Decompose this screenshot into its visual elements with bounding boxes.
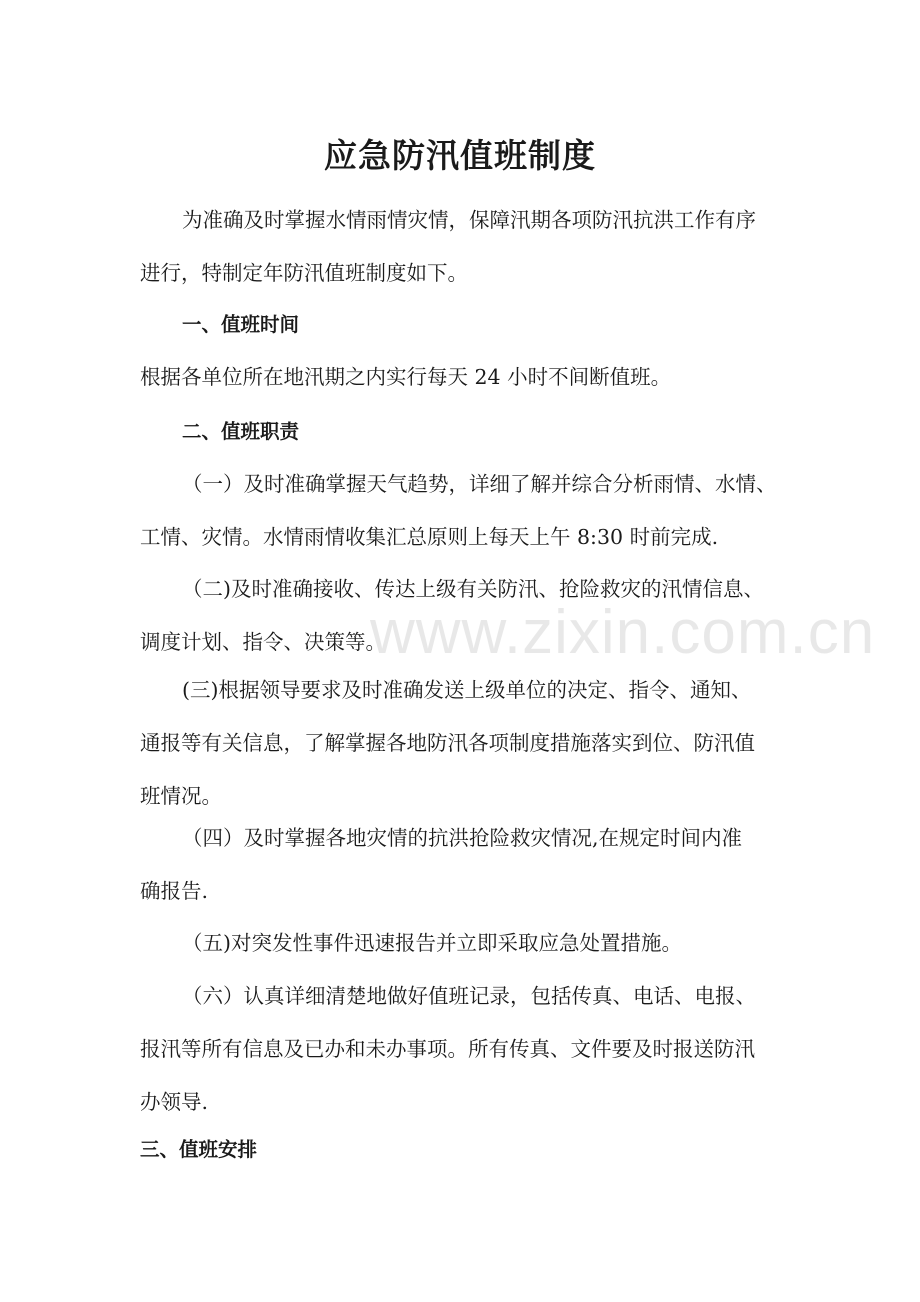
duty-item-4 [140, 812, 780, 918]
duty-item-2 [140, 563, 780, 669]
intro-line-2: 进行，特制定年防汛值班制度如下。 [140, 261, 468, 285]
duty-item-6-line-2: 报汛等所有信息及已办和未办事项。所有传真、文件要及时报送防汛 [140, 1037, 755, 1061]
duty-item-1-line-2: 工情、灾情。水情雨情收集汇总原则上每天上午 8:30 时前完成. [140, 525, 719, 549]
duty-item-3 [140, 664, 780, 823]
intro-line-1: 为准确及时掌握水情雨情灾情，保障汛期各项防汛抗洪工作有序 [182, 208, 756, 232]
duty-item-5 [140, 917, 780, 970]
duty-item-6-line-3: 办领导. [140, 1090, 209, 1114]
section1-body-line: 根据各单位所在地汛期之内实行每天 24 小时不间断值班。 [140, 365, 672, 389]
duty-item-2-line-2: 调度计划、指令、决策等。 [140, 630, 386, 654]
duty-item-4-line-2: 确报告. [140, 879, 209, 903]
duty-item-3-line-2: 通报等有关信息，了解掌握各地防汛各项制度措施落实到位、防汛值 [140, 731, 755, 755]
section2-heading: 二、值班职责 [182, 420, 300, 443]
section1-heading: 一、值班时间 [182, 313, 300, 336]
duty-item-3-line-1: (三)根据领导要求及时准确发送上级单位的决定、指令、通知、 [182, 678, 752, 702]
duty-item-6 [140, 970, 780, 1129]
section3-heading: 三、值班安排 [140, 1138, 258, 1161]
duty-item-4-line-1: （四）及时掌握各地灾情的抗洪抢险救灾情况,在规定时间内准 [182, 826, 743, 850]
duty-item-2-line-1: （二)及时准确接收、传达上级有关防汛、抢险救灾的汛情信息、 [182, 577, 764, 601]
document-title: 应急防汛值班制度 [324, 136, 596, 175]
duty-item-1 [140, 458, 780, 564]
duty-item-5-line-1: （五)对突发性事件迅速报告并立即采取应急处置措施。 [182, 931, 682, 955]
duty-item-3-line-3: 班情况。 [140, 784, 222, 808]
section1-body [140, 351, 780, 404]
duty-item-6-line-1: （六）认真详细清楚地做好值班记录，包括传真、电话、电报、 [182, 984, 756, 1008]
intro-paragraph [140, 194, 780, 300]
watermark: www.zixin.com.cn [370, 598, 876, 667]
duty-item-1-line-1: （一）及时准确掌握天气趋势，详细了解并综合分析雨情、水情、 [182, 472, 777, 496]
